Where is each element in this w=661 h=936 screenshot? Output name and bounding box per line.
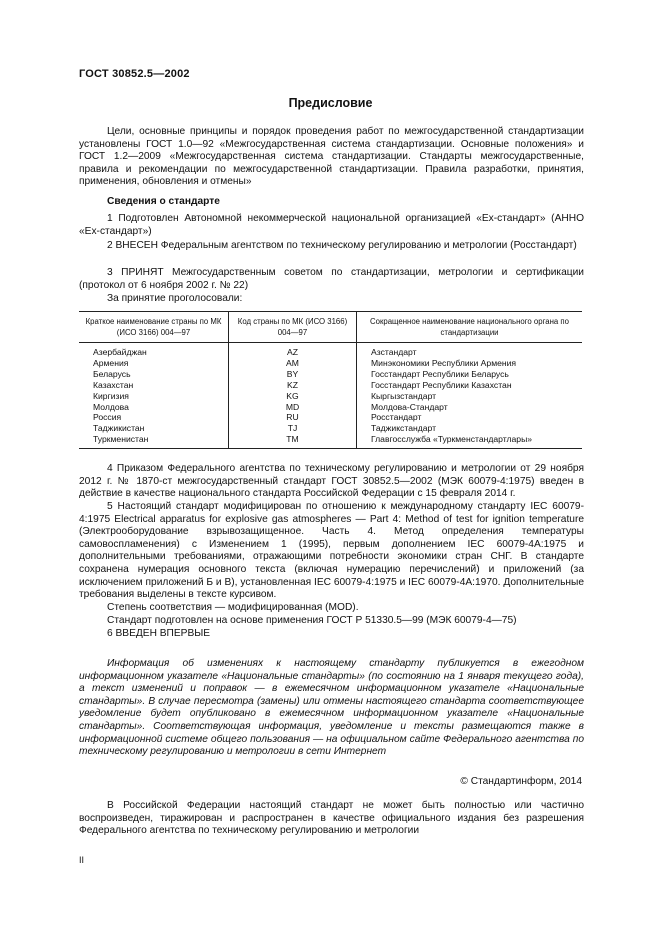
item-4-paragraph: 4 Приказом Федерального агентства по техническому регулированию и метрологии от 29 ноября 2012 г. № 1870-ст межгосударственный стандарт ГОСТ 30852.5—2002 (МЭК 60079-4:1975) введен в действие в качестве национального стандарта Российской Федерации с 15 февраля 2014 г.	[79, 463, 584, 500]
code-cell: AM	[229, 358, 357, 369]
code-cell: BY	[229, 369, 357, 380]
item-6-paragraph: 6 ВВЕДЕН ВПЕРВЫЕ	[107, 628, 211, 639]
column-header-code: Код страны по МК (ИСО 3166) 004—97	[229, 312, 357, 343]
country-cell: Молдова	[93, 401, 129, 412]
copyright-line: © Стандартинформ, 2014	[460, 776, 582, 787]
voting-countries-table	[79, 311, 582, 449]
code-cell: KG	[229, 391, 357, 402]
page-number: II	[79, 855, 85, 865]
country-cell: Азербайджан	[93, 347, 147, 357]
code-cell: TM	[229, 434, 357, 448]
code-cell: KZ	[229, 380, 357, 391]
standards-body-cell: Кыргызстандарт	[357, 391, 583, 402]
basis-paragraph: Стандарт подготовлен на основе применения ГОСТ Р 51330.5—99 (МЭК 60079-4—75)	[107, 615, 517, 626]
intro-paragraph: Цели, основные принципы и порядок проведения работ по межгосударственной стандартизации установлены ГОСТ 1.0—92 «Межгосударственная система стандартизации. Основные положения» и ГОСТ 1.2—2009 «Межгосударственная система стандартизации. Стандарты межгосударственные, правила и рекомендации по межгосударственной стандартизации. Правила разработки, принятия, применения, обновления и отмены»	[79, 126, 584, 188]
changes-notice-paragraph: Информация об изменениях к настоящему стандарту публикуется в ежегодном информационном указателе «Национальные стандарты» (по состоянию на 1 января текущего года), а текст изменений и поправок — в ежемесячном информационном указателе «Национальные стандарты». В случае пересмотра (замены) или отмены настоящего стандарта соответствующее уведомление будет опубликовано в ежемесячном информационном указателе «Национальные стандарты». Соответствующая информация, уведомление и тексты размещаются также в информационной системе общего пользования — на официальном сайте Федерального агентства по техническому регулированию и метрологии в сети Интернет	[79, 658, 584, 758]
document-id-header: ГОСТ 30852.5—2002	[79, 68, 190, 80]
item-2-paragraph: 2 ВНЕСЕН Федеральным агентством по техническому регулированию и метрологии (Росстандарт)	[107, 240, 577, 251]
code-cell: AZ	[229, 343, 357, 358]
column-header-body: Сокращенное наименование национального органа по стандартизации	[357, 312, 583, 343]
table-row	[79, 358, 582, 369]
table-row	[79, 380, 582, 391]
standards-body-cell: Госстандарт Республики Беларусь	[357, 369, 583, 380]
conformity-paragraph: Степень соответствия — модифицированная (MOD).	[107, 602, 359, 613]
table-row	[79, 412, 582, 423]
code-cell: RU	[229, 412, 357, 423]
item-5-paragraph: 5 Настоящий стандарт модифицирован по отношению к международному стандарту IEC 60079-4:1975 Electrical apparatus for explosive gas atmospheres — Part 4: Method of test for ignition temperature (Электрооборудование взрывозащищенное. Часть 4. Метод определения температуры самовоспламенения) с Изменением 1 (1995), первым дополнением IEC 60079-4A:1975 и дополнительными требованиями, отражающими потребности экономики стран СНГ. В стандарте сохранена нумерация основного текста (включая нумерацию перечислений) и приложений (за исключением приложений Б и В), установленная IEC 60079-4:1975 и IEC 60079-4A:1970. Дополнительные требования выделены в тексте курсивом.	[79, 501, 584, 601]
country-cell: Армения	[93, 357, 129, 368]
country-cell: Киргизия	[93, 390, 129, 401]
code-cell: TJ	[229, 423, 357, 434]
code-cell: MD	[229, 402, 357, 413]
standards-body-cell: Госстандарт Республики Казахстан	[357, 380, 583, 391]
item-3-paragraph: 3 ПРИНЯТ Межгосударственным советом по стандартизации, метрологии и сертификации (протокол от 6 ноября 2002 г. № 22)	[79, 267, 584, 291]
table-row	[79, 369, 582, 380]
table-row	[79, 434, 582, 448]
section-heading: Сведения о стандарте	[107, 196, 220, 207]
standards-body-cell: Росстандарт	[357, 412, 583, 423]
page-title: Предисловие	[288, 96, 373, 110]
voted-label: За принятие проголосовали:	[107, 293, 243, 304]
item-1-paragraph: 1 Подготовлен Автономной некоммерческой национальной организацией «Ех-стандарт» (АННО «Ех-стандарт»)	[79, 213, 584, 237]
table-row	[79, 423, 582, 434]
rights-paragraph: В Российской Федерации настоящий стандарт не может быть полностью или частично воспроизведен, тиражирован и распространен в качестве официального издания без разрешения Федерального агентства по техническому регулированию и метрологии	[79, 800, 584, 837]
standards-body-cell: Минэкономики Республики Армения	[357, 358, 583, 369]
table-row	[79, 343, 582, 358]
table-header-row	[79, 312, 582, 343]
country-cell: Казахстан	[93, 379, 134, 390]
standards-body-cell: Молдова-Стандарт	[357, 402, 583, 413]
table-row	[79, 402, 582, 413]
table-row	[79, 391, 582, 402]
country-cell: Таджикистан	[93, 423, 145, 434]
country-cell: Туркменистан	[79, 434, 229, 448]
column-header-country: Краткое наименование страны по МК (ИСО 3166) 004—97	[79, 312, 229, 343]
standards-body-cell: Главгосслужба «Туркменстандартлары»	[357, 434, 583, 448]
standards-body-cell: Таджикстандарт	[357, 423, 583, 434]
country-cell: Беларусь	[93, 368, 131, 379]
country-cell: Россия	[93, 412, 122, 423]
standards-body-cell: Азстандарт	[357, 343, 583, 358]
